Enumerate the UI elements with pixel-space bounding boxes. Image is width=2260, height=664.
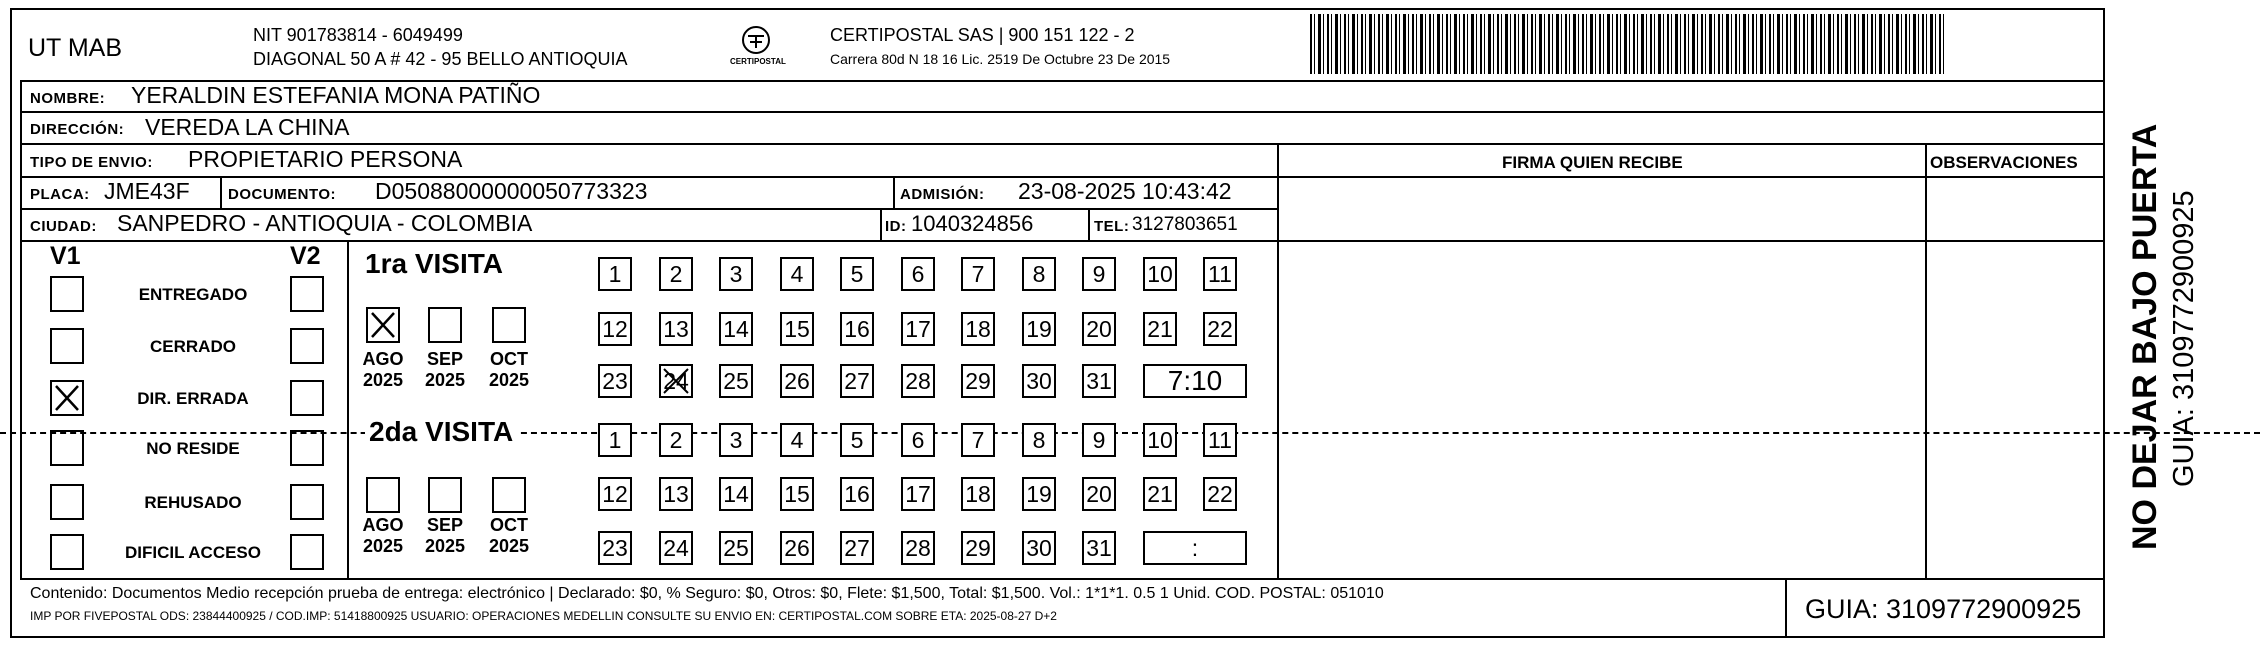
visit1-day-box[interactable]: 7	[961, 257, 995, 291]
visit1-day-box[interactable]: 3	[719, 257, 753, 291]
logo-text: CERTIPOSTAL	[730, 57, 786, 66]
divider-placa	[220, 176, 222, 208]
rule-footer	[20, 578, 2105, 580]
visit1-day-box[interactable]: 8	[1022, 257, 1056, 291]
visit2-day-box[interactable]: 4	[780, 423, 814, 457]
observaciones-header: OBSERVACIONES	[1930, 153, 2078, 172]
barcode	[1310, 14, 1945, 74]
nombre-value: YERALDIN ESTEFANIA MONA PATIÑO	[131, 82, 541, 108]
tel-label: TEL:	[1094, 218, 1130, 235]
visit2-day-box[interactable]: 31	[1082, 531, 1116, 565]
visit1-day-box[interactable]: 14	[719, 312, 753, 346]
visit1-day-box[interactable]: 24	[659, 364, 693, 398]
visit2-day-box[interactable]: 22	[1203, 477, 1237, 511]
visit1-day-box[interactable]: 30	[1022, 364, 1056, 398]
visit2-day-box[interactable]: 9	[1082, 423, 1116, 457]
v2-label: V2	[290, 242, 321, 270]
divider-obs	[1925, 143, 1927, 578]
visit2-day-box[interactable]: 29	[961, 531, 995, 565]
visit1-year-label: 2025	[424, 370, 466, 390]
status-label: NO RESIDE	[146, 439, 240, 458]
visit2-year-label: 2025	[362, 536, 404, 556]
visit2-day-box[interactable]: 14	[719, 477, 753, 511]
divider-id	[880, 208, 882, 240]
certipostal-info: CERTIPOSTAL SAS | 900 151 122 - 2	[830, 25, 1135, 45]
v2-checkbox[interactable]	[290, 484, 324, 520]
v1-checkbox[interactable]	[50, 380, 84, 416]
v2-checkbox[interactable]	[290, 328, 324, 364]
v2-checkbox[interactable]	[290, 380, 324, 416]
visit2-day-box[interactable]: 11	[1203, 423, 1237, 457]
rule-address	[20, 143, 2105, 145]
status-label: ENTREGADO	[138, 285, 248, 304]
visit1-month-label: OCT	[490, 349, 528, 369]
v2-checkbox[interactable]	[290, 534, 324, 570]
visit1-day-box[interactable]: 5	[840, 257, 874, 291]
visit1-day-box[interactable]: 22	[1203, 312, 1237, 346]
admision-value: 23-08-2025 10:43:42	[1018, 178, 1232, 204]
id-value: 1040324856	[911, 211, 1034, 236]
tipo-value: PROPIETARIO PERSONA	[188, 146, 463, 172]
sender-address: DIAGONAL 50 A # 42 - 95 BELLO ANTIOQUIA	[253, 49, 628, 69]
placa-value: JME43F	[104, 178, 190, 204]
visit2-day-box[interactable]: 6	[901, 423, 935, 457]
visit2-day-box[interactable]: 21	[1143, 477, 1177, 511]
visit1-day-box[interactable]: 1	[598, 257, 632, 291]
footer-content: Contenido: Documentos Medio recepción prueba de entrega: electrónico | Declarado: $0, % Seguro: $0, Otros: $0, Flete: $1,500, Total: $1,500. Vol.: 1*1*1. 0.5 1 Unid. COD. POSTAL: 051010	[30, 585, 1384, 602]
admision-label: ADMISIÓN:	[900, 186, 985, 203]
tipo-label: TIPO DE ENVIO:	[30, 154, 153, 171]
certipostal-logo-icon	[728, 22, 784, 70]
visit1-day-box[interactable]: 23	[598, 364, 632, 398]
visit1-month-label: AGO	[362, 349, 404, 369]
visit1-day-box[interactable]: 17	[901, 312, 935, 346]
v2-checkbox[interactable]	[290, 430, 324, 466]
v1-checkbox[interactable]	[50, 276, 84, 312]
visit1-day-box[interactable]: 6	[901, 257, 935, 291]
visit2-time-box[interactable]: :	[1143, 531, 1247, 565]
visit2-month-checkbox[interactable]	[492, 477, 526, 513]
divider-left	[20, 80, 22, 578]
visit1-day-box[interactable]: 16	[840, 312, 874, 346]
direccion-label: DIRECCIÓN:	[30, 121, 125, 138]
visit1-title: 1ra VISITA	[365, 248, 503, 279]
visit1-day-box[interactable]: 21	[1143, 312, 1177, 346]
visit2-day-box[interactable]: 20	[1082, 477, 1116, 511]
visit2-day-box[interactable]: 17	[901, 477, 935, 511]
visit2-day-box[interactable]: 12	[598, 477, 632, 511]
visit1-day-box[interactable]: 4	[780, 257, 814, 291]
visit2-day-box[interactable]: 26	[780, 531, 814, 565]
visit2-day-box[interactable]: 5	[840, 423, 874, 457]
visit2-day-box[interactable]: 19	[1022, 477, 1056, 511]
visit1-month-checkbox[interactable]	[366, 307, 400, 343]
visit1-day-box[interactable]: 26	[780, 364, 814, 398]
visit2-day-box[interactable]: 10	[1143, 423, 1177, 457]
side-guia: GUIA: 3109772900925	[2168, 190, 2200, 487]
visit2-year-label: 2025	[488, 536, 530, 556]
visit2-title: 2da VISITA	[365, 418, 517, 446]
visit1-month-checkbox[interactable]	[492, 307, 526, 343]
visit2-day-box[interactable]: 27	[840, 531, 874, 565]
status-label: REHUSADO	[144, 493, 242, 512]
direccion-value: VEREDA LA CHINA	[145, 114, 350, 140]
ciudad-label: CIUDAD:	[30, 218, 97, 235]
visit2-day-box[interactable]: 1	[598, 423, 632, 457]
visit2-day-box[interactable]: 2	[659, 423, 693, 457]
visit2-day-box[interactable]: 7	[961, 423, 995, 457]
id-label: ID:	[885, 218, 907, 235]
divider-status	[347, 240, 349, 578]
visit1-day-box[interactable]: 15	[780, 312, 814, 346]
v2-checkbox[interactable]	[290, 276, 324, 312]
visit1-day-box[interactable]: 2	[659, 257, 693, 291]
visit1-day-box[interactable]: 12	[598, 312, 632, 346]
visit2-month-checkbox[interactable]	[428, 477, 462, 513]
visit2-month-checkbox[interactable]	[366, 477, 400, 513]
visit2-day-box[interactable]: 23	[598, 531, 632, 565]
visit2-day-box[interactable]: 28	[901, 531, 935, 565]
visit1-month-label: SEP	[426, 349, 464, 369]
divider-firma	[1277, 143, 1279, 578]
footer-print-info: IMP POR FIVEPOSTAL ODS: 23844400925 / COD.IMP: 51418800925 USUARIO: OPERACIONES MEDELLIN CONSULTE SU ENVIO EN: CERTIPOSTAL.COM SOBRE ETA: 2025-08-27 D+2	[30, 609, 1057, 623]
divider-footer-guia	[1785, 578, 1787, 638]
visit2-month-label: OCT	[490, 515, 528, 535]
visit2-month-label: SEP	[426, 515, 464, 535]
nit: NIT 901783814 - 6049499	[253, 25, 463, 45]
tel-value: 3127803651	[1132, 214, 1238, 235]
rule-city	[20, 240, 2105, 242]
license-info: Carrera 80d N 18 16 Lic. 2519 De Octubre 23 De 2015	[830, 51, 1171, 67]
visit1-day-box[interactable]: 19	[1022, 312, 1056, 346]
placa-label: PLACA:	[30, 186, 90, 203]
v1-checkbox[interactable]	[50, 484, 84, 520]
documento-label: DOCUMENTO:	[228, 186, 337, 203]
status-label: CERRADO	[150, 337, 236, 356]
v1-checkbox[interactable]	[50, 534, 84, 570]
company-name: UT MAB	[28, 34, 122, 62]
visit1-day-box[interactable]: 27	[840, 364, 874, 398]
visit1-day-box[interactable]: 20	[1082, 312, 1116, 346]
fold-line	[0, 432, 2260, 434]
footer-guia: GUIA: 3109772900925	[1805, 594, 2082, 624]
visit2-day-box[interactable]: 3	[719, 423, 753, 457]
visit1-month-checkbox[interactable]	[428, 307, 462, 343]
visit2-day-box[interactable]: 16	[840, 477, 874, 511]
rule-name	[20, 111, 2105, 113]
nombre-label: NOMBRE:	[30, 90, 106, 107]
visit2-day-box[interactable]: 15	[780, 477, 814, 511]
visit1-day-box[interactable]: 10	[1143, 257, 1177, 291]
v1-checkbox[interactable]	[50, 328, 84, 364]
divider-tel	[1088, 208, 1090, 240]
visit2-day-box[interactable]: 24	[659, 531, 693, 565]
v1-label: V1	[50, 242, 81, 270]
visit1-day-box[interactable]: 28	[901, 364, 935, 398]
divider-right	[2103, 80, 2105, 630]
visit2-day-box[interactable]: 13	[659, 477, 693, 511]
v1-checkbox[interactable]	[50, 430, 84, 466]
visit1-day-box[interactable]: 31	[1082, 364, 1116, 398]
visit1-day-box[interactable]: 25	[719, 364, 753, 398]
documento-value: D05088000000050773323	[375, 178, 648, 204]
visit1-day-box[interactable]: 11	[1203, 257, 1237, 291]
visit2-year-label: 2025	[424, 536, 466, 556]
ciudad-value: SANPEDRO - ANTIOQUIA - COLOMBIA	[117, 210, 533, 236]
firma-header: FIRMA QUIEN RECIBE	[1502, 153, 1683, 172]
visit1-day-box[interactable]: 13	[659, 312, 693, 346]
visit1-year-label: 2025	[488, 370, 530, 390]
visit2-day-box[interactable]: 30	[1022, 531, 1056, 565]
visit1-day-box[interactable]: 29	[961, 364, 995, 398]
visit1-day-box[interactable]: 9	[1082, 257, 1116, 291]
visit1-year-label: 2025	[362, 370, 404, 390]
side-warning: NO DEJAR BAJO PUERTA	[2126, 123, 2164, 550]
visit2-day-box[interactable]: 18	[961, 477, 995, 511]
status-label: DIR. ERRADA	[137, 389, 249, 408]
status-label: DIFICIL ACCESO	[124, 543, 261, 562]
divider-admision	[893, 176, 895, 208]
visit2-day-box[interactable]: 8	[1022, 423, 1056, 457]
visit2-month-label: AGO	[362, 515, 404, 535]
visit2-day-box[interactable]: 25	[719, 531, 753, 565]
visit1-day-box[interactable]: 18	[961, 312, 995, 346]
visit1-time-box[interactable]: 7:10	[1143, 364, 1247, 398]
